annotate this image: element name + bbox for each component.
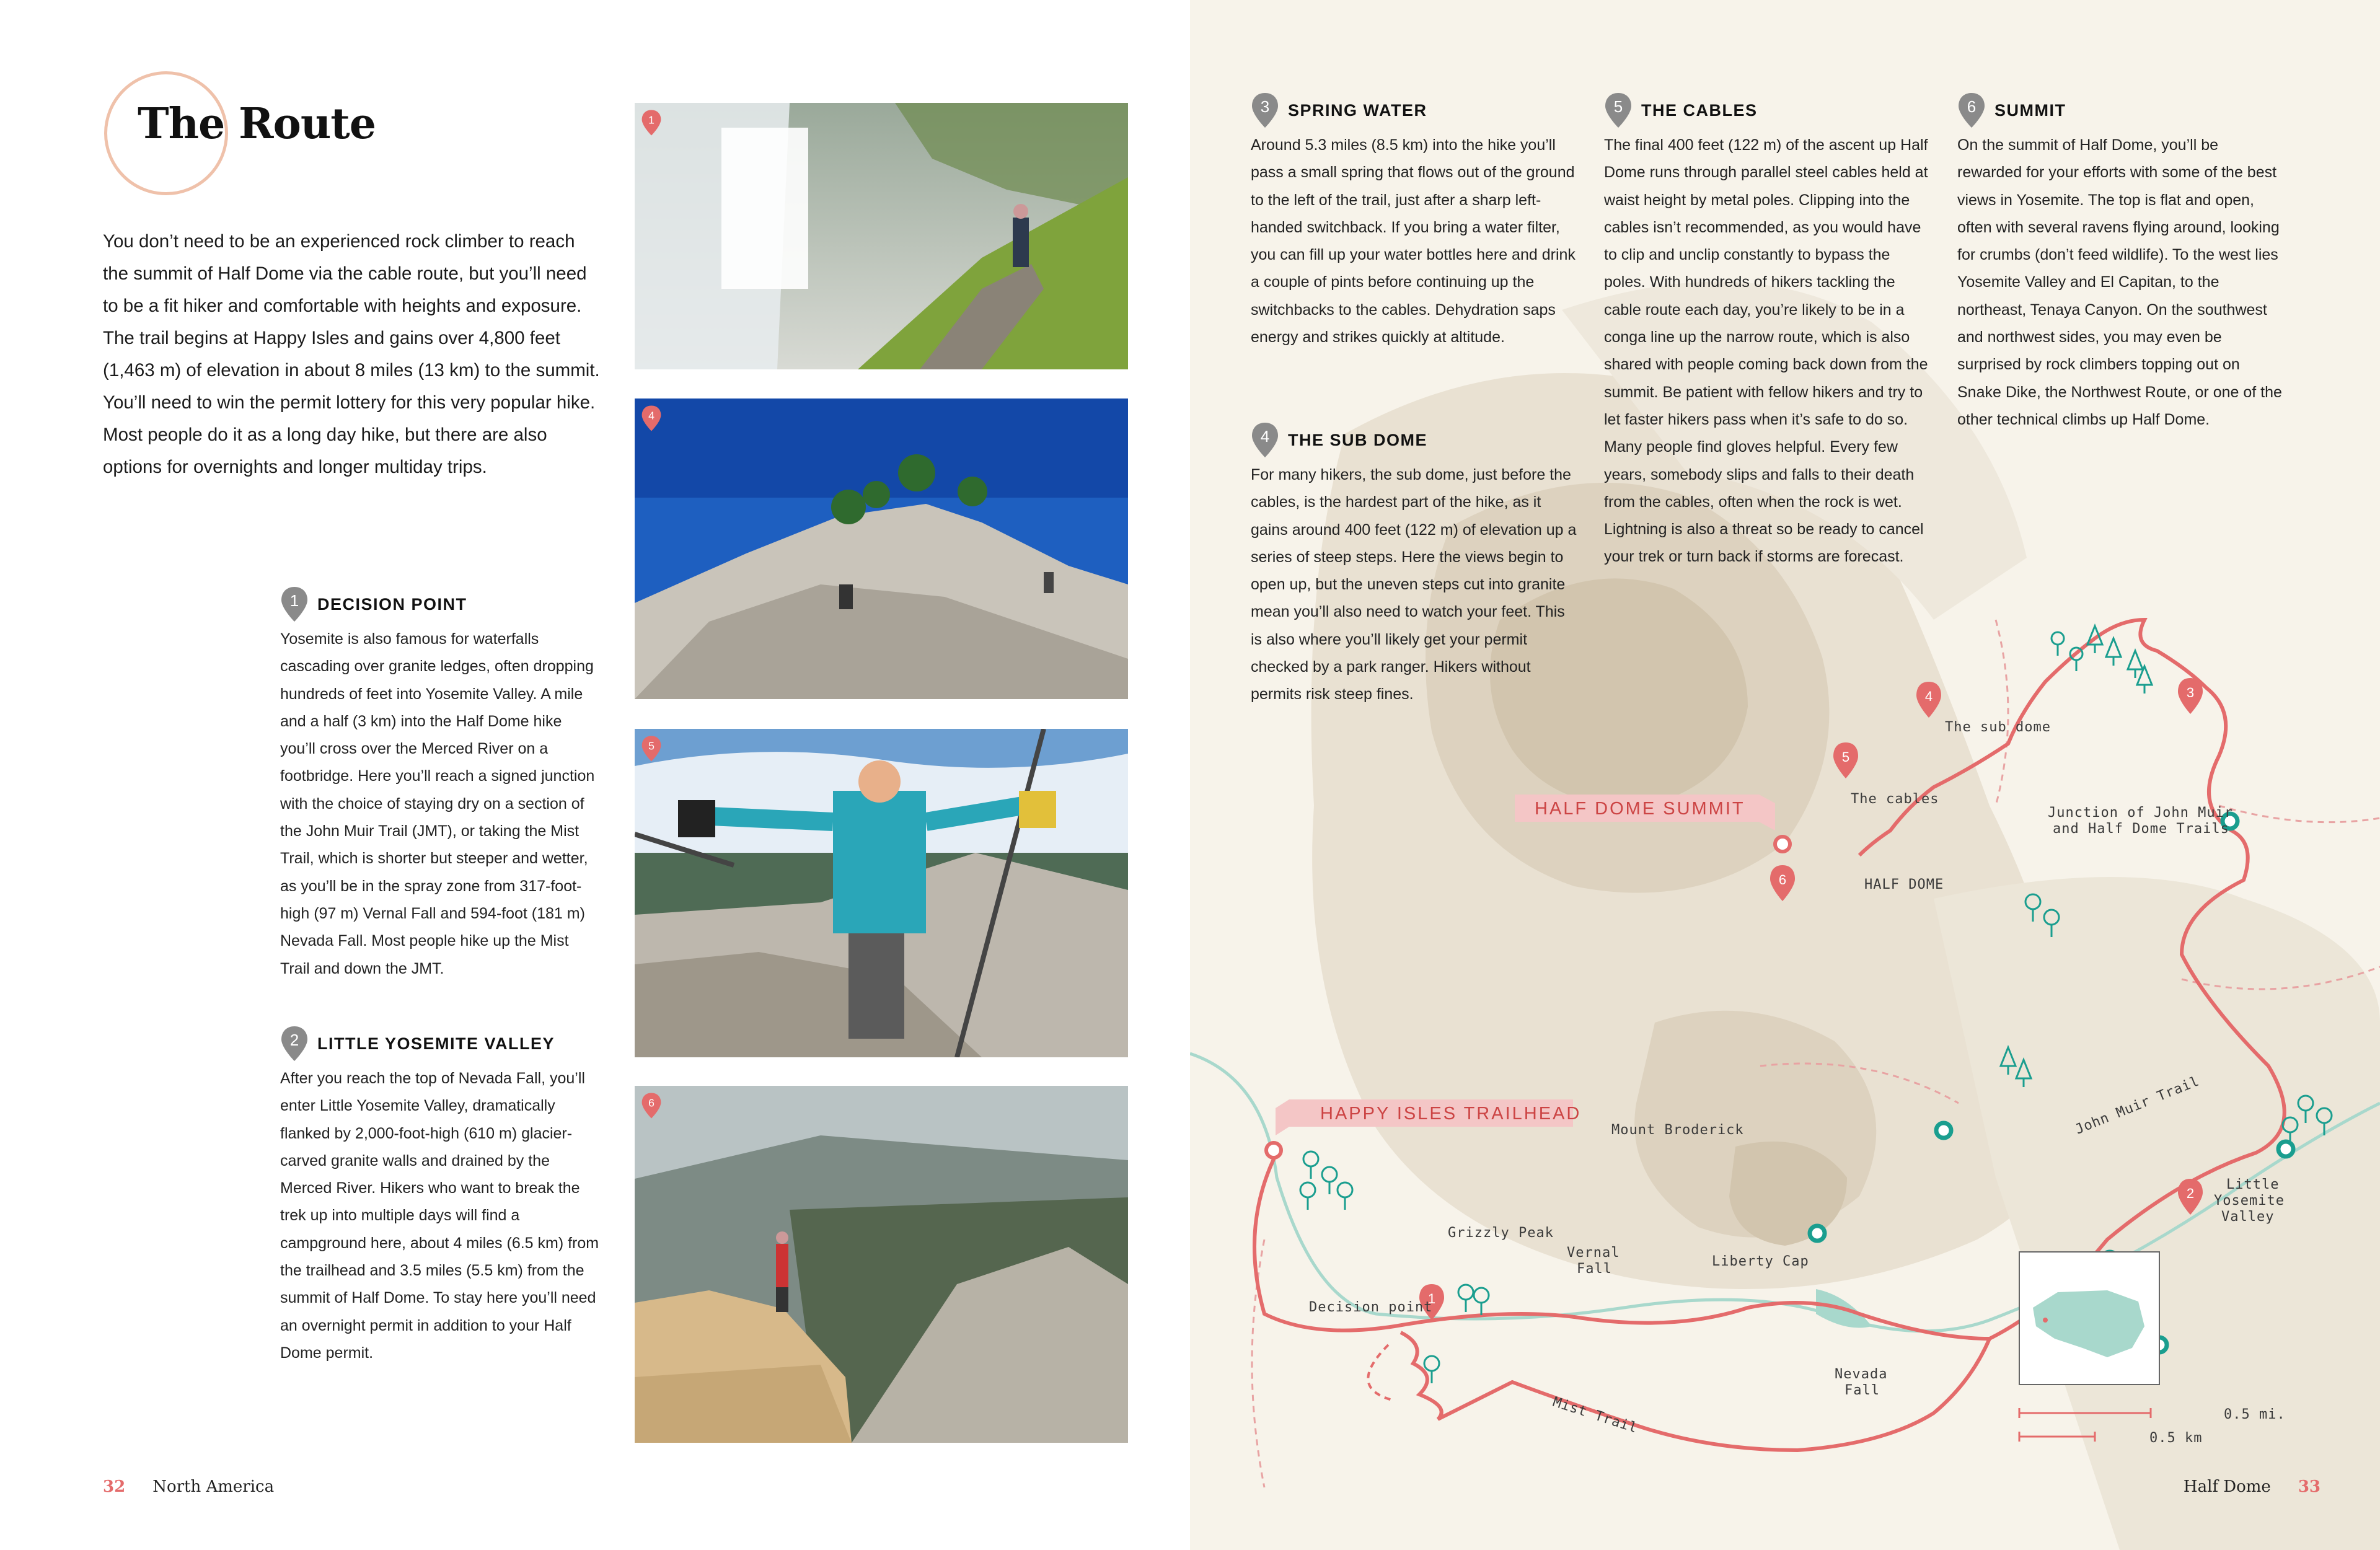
- photo-pin-icon: [641, 109, 662, 136]
- photo-waterfall: [635, 103, 1128, 369]
- svg-text:6: 6: [1778, 872, 1787, 887]
- section-spring-water: [1251, 92, 1579, 351]
- left-folio: [103, 1477, 274, 1496]
- svg-text:Mist Trail: Mist Trail: [1551, 1394, 1640, 1437]
- section-title: THE SUB DOME: [1288, 430, 1428, 449]
- svg-text:Decision point: Decision point: [1309, 1300, 1433, 1315]
- svg-text:HAPPY ISLES TRAILHEAD: HAPPY ISLES TRAILHEAD: [1320, 1104, 1582, 1124]
- svg-text:6: 6: [1967, 97, 1977, 116]
- section-body: Yosemite is also famous for waterfalls cascading over granite ledges, often dropping hundreds of feet into Yosemite Valley. A mile and a half (3 km) into the Half Dome hike you’ll cross over the Merced River on a footbridge. Here you’ll reach a signed junction with the choice of staying dry on a section of the John Muir Trail (JMT), or taking the Mist Trail, which is shorter but steeper and wetter, as you’ll be in the spray zone from 317-foot-high (97 m) Vernal Fall and 594-foot (181 m) Nevada Fall. Most people hike up the Mist Trail and down the JMT.: [280, 630, 595, 977]
- svg-text:Junction of John Muir: Junction of John Muir: [2048, 805, 2234, 821]
- map-pin-3: [2178, 678, 2203, 714]
- photo-sub-dome: [635, 399, 1128, 699]
- page-number: 33: [2298, 1477, 2320, 1496]
- section-body: After you reach the top of Nevada Fall, you’ll enter Little Yosemite Valley, dramatically flanked by 2,000-foot-high (610 m) glacier-carved granite walls and drained by the Merced River. Hikers who want to break the trek up into multiple days will find a campground here, about 4 miles (6.5 km) from the trailhead and 3.5 miles (5.5 km) from the summit of Half Dome. To stay here you’ll need an overnight permit in addition to your Half Dome permit.: [280, 1070, 599, 1362]
- photo-pin-icon: [641, 405, 662, 432]
- svg-text:Liberty Cap: Liberty Cap: [1712, 1254, 1809, 1269]
- intro-paragraph: You don’t need to be an experienced rock climber to reach the summit of Half Dome via the cable route, but you’ll need to be a fit hiker and comfortable with heights and exposure. The trail begins at Happy Isles and gains over 4,800 feet (1,463 m) of elevation in about 8 miles (13 km) to the summit. You’ll need to win the permit lottery for this very popular hike. Most people do it as a long day hike, but there are also options for overnights and longer multiday trips.: [103, 231, 600, 477]
- gray-pin-icon: [1251, 92, 1279, 129]
- svg-text:Vernal: Vernal: [1567, 1245, 1620, 1261]
- section-title: SPRING WATER: [1288, 100, 1427, 120]
- svg-text:5: 5: [1841, 749, 1850, 765]
- section-title: LITTLE YOSEMITE VALLEY: [317, 1034, 555, 1053]
- svg-text:3: 3: [2186, 685, 2195, 700]
- photo-pin-icon: [641, 735, 662, 762]
- right-folio: [2184, 1477, 2320, 1496]
- svg-text:HALF DOME: HALF DOME: [1864, 877, 1944, 892]
- svg-text:and Half Dome Trails: and Half Dome Trails: [2053, 821, 2229, 837]
- section-body: For many hikers, the sub dome, just before the cables, is the hardest part of the hike, as it gains around 400 feet (122 m) of elevation up a series of steep steps. Here the views begin to open up, but the uneven steps cut into granite mean you’ll also need to watch your feet. This is also where you’ll likely get your permit checked by a park ranger. Hikers without permits risk steep fines.: [1251, 466, 1577, 703]
- gray-pin-icon: [280, 1025, 309, 1062]
- section-title: SUMMIT: [1994, 100, 2066, 120]
- section-title: THE CABLES: [1641, 100, 1758, 120]
- folio-label: Half Dome: [2183, 1477, 2271, 1496]
- section-summit: [1957, 92, 2286, 433]
- svg-text:Grizzly Peak: Grizzly Peak: [1448, 1225, 1554, 1241]
- section-body: Around 5.3 miles (8.5 km) into the hike you’ll pass a small spring that flows out of the ground to the left of the trail, just after a sharp left-handed switchback. If you bring a water filter, you can fill up your water bottles here and drink a couple of pints before continuing up the switchbacks to the cables. Dehydration saps energy and strikes quickly at altitude.: [1251, 136, 1576, 346]
- svg-text:2: 2: [2186, 1186, 2195, 1201]
- svg-text:5: 5: [1613, 97, 1623, 116]
- svg-text:1: 1: [1427, 1291, 1436, 1306]
- gray-pin-icon: [1604, 92, 1633, 129]
- svg-text:Yosemite: Yosemite: [2214, 1193, 2285, 1209]
- photo-cables: [635, 729, 1128, 1057]
- section-sub-dome: [1251, 421, 1579, 708]
- svg-text:4: 4: [1924, 689, 1933, 704]
- svg-text:0.5 mi.: 0.5 mi.: [2224, 1407, 2286, 1422]
- section-title: DECISION POINT: [317, 594, 467, 614]
- svg-text:The cables: The cables: [1851, 791, 1939, 807]
- gray-pin-icon: [1251, 421, 1279, 459]
- svg-text:4: 4: [648, 409, 654, 422]
- svg-text:4: 4: [1260, 427, 1270, 446]
- svg-text:1: 1: [648, 113, 654, 126]
- svg-text:1: 1: [289, 591, 299, 610]
- photo-pin-icon: [641, 1092, 662, 1119]
- svg-text:HALF DOME SUMMIT: HALF DOME SUMMIT: [1535, 799, 1745, 819]
- section-decision-point: [280, 586, 599, 982]
- svg-text:6: 6: [648, 1096, 654, 1109]
- section-the-cables: [1604, 92, 1933, 571]
- section-body: The final 400 feet (122 m) of the ascent up Half Dome runs through parallel steel cables held at waist height by metal poles. Clipping into the cables isn’t recommended, as you would have to clip and unclip constantly to bypass the poles. With hundreds of hikers tackling the cable route each day, you’re likely to be in a conga line up the narrow route, which is also shared with people coming back down from the summit. Be patient with fellow hikers and try to let faster hikers pass when it’s safe to do so. Many people find gloves helpful. Every few years, somebody slips and falls to their death from the cables, often when the rock is wet. Lightning is also a threat so be ready to cancel your trek or turn back if storms are forecast.: [1604, 136, 1928, 566]
- page-title: The Route: [138, 99, 376, 149]
- section-little-yosemite-valley: [280, 1025, 599, 1367]
- svg-text:5: 5: [648, 739, 654, 752]
- page-number: 32: [103, 1477, 126, 1496]
- gray-pin-icon: [1957, 92, 1986, 129]
- section-body: On the summit of Half Dome, you’ll be rewarded for your efforts with some of the best views in Yosemite. The top is flat and open, often with several ravens flying around, looking for crumbs (don’t feed wildlife). To the west lies Yosemite Valley and El Capitan, to the northeast, Tenaya Canyon. On the southwest and northwest sides, you may even be surprised by rock climbers topping out on Snake Dike, the Northwest Route, or one of the other technical climbs up Half Dome.: [1957, 136, 2282, 428]
- svg-text:Valley: Valley: [2221, 1209, 2275, 1225]
- svg-text:0.5 km: 0.5 km: [2149, 1430, 2203, 1446]
- inset-locator-map: [2019, 1252, 2159, 1385]
- svg-text:Nevada: Nevada: [1835, 1367, 1888, 1382]
- svg-text:Fall: Fall: [1844, 1383, 1880, 1398]
- svg-text:Mount Broderick: Mount Broderick: [1611, 1122, 1744, 1138]
- svg-text:3: 3: [1260, 97, 1270, 116]
- right-page: [1190, 0, 2380, 1550]
- gray-pin-icon: [280, 586, 309, 623]
- svg-text:The sub dome: The sub dome: [1945, 720, 2051, 735]
- photo-summit: [635, 1086, 1128, 1443]
- svg-text:John Muir Trail: John Muir Trail: [2073, 1073, 2202, 1138]
- svg-text:Fall: Fall: [1577, 1261, 1612, 1277]
- folio-label: North America: [152, 1477, 275, 1496]
- svg-text:2: 2: [289, 1031, 299, 1049]
- svg-text:Little: Little: [2226, 1177, 2280, 1192]
